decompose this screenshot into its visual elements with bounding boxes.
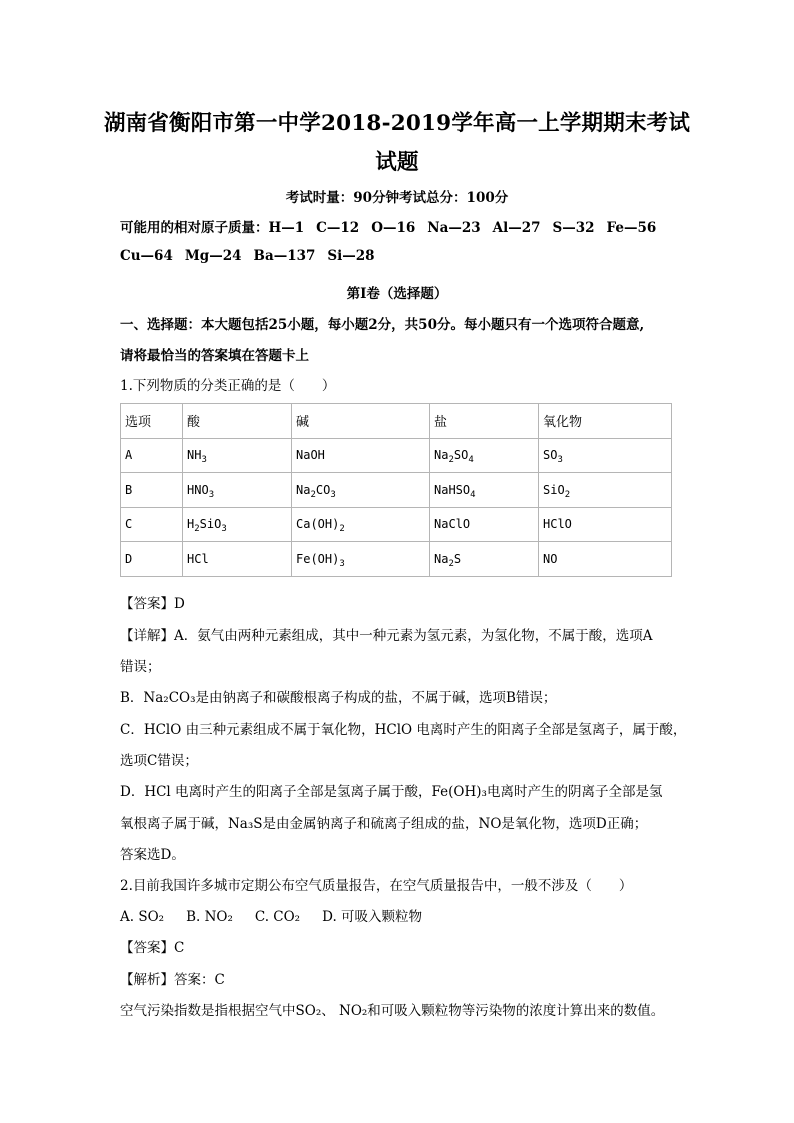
- option-cell: A: [121, 438, 183, 473]
- question1-explanation-line: 错误；: [120, 659, 161, 675]
- atomic-mass: Na—23: [427, 220, 481, 236]
- question2-analysis: 【解析】答案：C: [120, 972, 225, 988]
- option-cell: B: [121, 473, 183, 508]
- atomic-masses-row2: [120, 248, 375, 264]
- question2-analysis-text: 空气污染指数是指根据空气中SO₂、 NO₂和可吸入颗粒物等污染物的浓度计算出来的数值。: [120, 1003, 665, 1019]
- acid-cell: $HNO_3$: [183, 473, 292, 508]
- option-cell: D: [121, 542, 183, 577]
- question2-stem: 2.目前我国许多城市定期公布空气质量报告，在空气质量报告中，一般不涉及（ ）: [120, 878, 633, 894]
- atomic-mass: C—12: [316, 220, 360, 236]
- acid-cell: HCl: [183, 542, 292, 577]
- atomic-mass: O—16: [371, 220, 416, 236]
- option-item: D. 可吸入颗粒物: [322, 909, 423, 925]
- table-row: [121, 438, 672, 473]
- exam-info: 考试时量：90分钟考试总分：100分: [285, 190, 509, 206]
- oxide-cell: SiO$_2$: [539, 473, 672, 508]
- section-heading: 第Ⅰ卷（选择题）: [346, 286, 448, 302]
- header-cell: 碱: [292, 404, 430, 439]
- atomic-mass: S—32: [552, 220, 595, 236]
- atomic-mass: Si—28: [327, 248, 375, 264]
- base-cell: $Ca(OH)_2$: [292, 507, 430, 542]
- question1-answer: 【答案】D: [120, 596, 185, 612]
- question1-explanation-line: 氧根离子属于碱，Na₃S是由金属钠离子和硫离子组成的盐，NO是氧化物，选项D正确；: [120, 816, 648, 832]
- option-item: A. SO₂: [120, 909, 165, 925]
- base-cell: $Na_2CO_3$: [292, 473, 430, 508]
- table-row: [121, 542, 672, 577]
- atomic-mass: Mg—24: [184, 248, 242, 264]
- question1-explanation-line: 【详解】A．氨气由两种元素组成，其中一种元素为氢元素，为氢化物，不属于酸，选项A: [120, 628, 653, 644]
- atomic-mass-label: 可能用的相对原子质量：: [120, 220, 269, 236]
- question1-explanation-line: D．HCl 电离时产生的阳离子全部是氢离子属于酸，Fe(OH)₃电离时产生的阴离子全部是氢: [120, 784, 663, 800]
- atomic-mass: Fe—56: [606, 220, 657, 236]
- question1-explanation-line: 选项C错误；: [120, 753, 198, 769]
- question2-options: [120, 905, 422, 925]
- atomic-mass: Al—27: [492, 220, 541, 236]
- atomic-mass: Cu—64: [120, 248, 173, 264]
- oxide-cell: NO: [539, 542, 672, 577]
- section-instructions-line2: 请将最恰当的答案填在答题卡上: [120, 348, 309, 364]
- table-row: [121, 473, 672, 508]
- section-instructions-line1: 一、选择题：本大题包括25小题，每小题2分，共50分。每小题只有一个选项符合题意,: [120, 317, 645, 333]
- question1-explanation-line: B．Na₂CO₃是由钠离子和碳酸根离子构成的盐，不属于碱，选项B错误；: [120, 690, 557, 706]
- base-cell: NaOH: [292, 438, 430, 473]
- table-row: [121, 507, 672, 542]
- atomic-masses-row1: [120, 216, 656, 236]
- question2-answer: 【答案】C: [120, 940, 185, 956]
- header-cell: 选项: [121, 404, 183, 439]
- option-item: C. CO₂: [254, 909, 301, 925]
- header-cell: 氧化物: [539, 404, 672, 439]
- option-item: B. NO₂: [186, 909, 233, 925]
- question1-stem: 1.下列物质的分类正确的是（ ）: [120, 378, 336, 394]
- question1-explanation-line: 答案选D。: [120, 847, 185, 863]
- oxide-cell: HClO: [539, 507, 672, 542]
- salt-cell: NaClO: [430, 507, 539, 542]
- header-cell: 盐: [430, 404, 539, 439]
- question1-explanation-line: C．HClO 由三种元素组成不属于氧化物，HClO 电离时产生的阳离子全部是氢离子，属于酸，: [120, 722, 687, 738]
- explanation-label: 【详解】: [120, 628, 174, 644]
- classification-table: [120, 403, 672, 577]
- document-title-line2: 试题: [375, 150, 419, 175]
- option-cell: C: [121, 507, 183, 542]
- oxide-cell: $SO_3$: [539, 438, 672, 473]
- atomic-mass: H—1: [268, 220, 305, 236]
- header-cell: 酸: [183, 404, 292, 439]
- acid-cell: $NH_3$: [183, 438, 292, 473]
- acid-cell: $H_2SiO_3$: [183, 507, 292, 542]
- salt-cell: $Na_2S$: [430, 542, 539, 577]
- document-title-line1: 湖南省衡阳市第一中学2018-2019学年高一上学期期末考试: [103, 111, 691, 136]
- atomic-mass: Ba—137: [253, 248, 316, 264]
- table-header-row: [121, 404, 672, 439]
- salt-cell: NaHSO$_4$: [430, 473, 539, 508]
- salt-cell: $Na_2SO_4$: [430, 438, 539, 473]
- base-cell: $Fe(OH)_3$: [292, 542, 430, 577]
